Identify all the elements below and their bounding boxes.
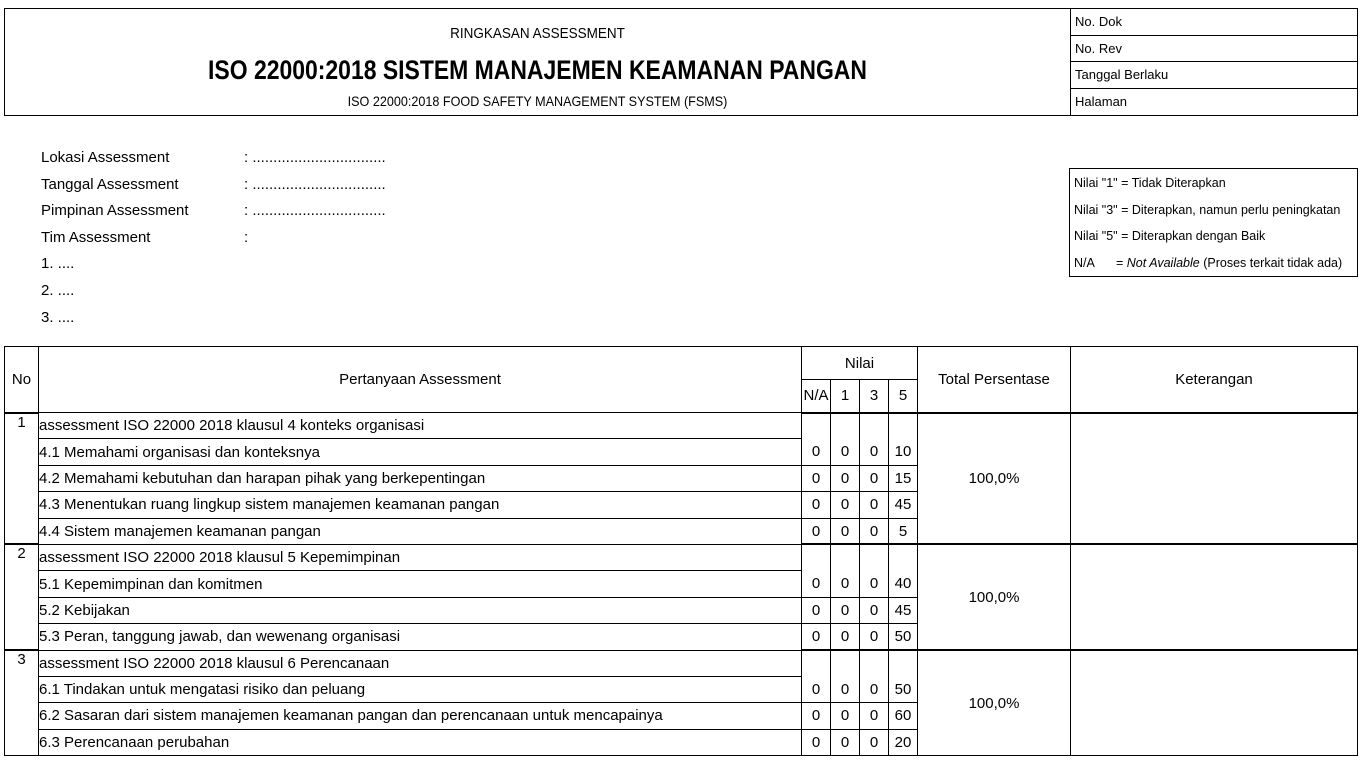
question-text: 6.2 Sasaran dari sistem manajemen keamanan pangan dan perencanaan untuk mencapainya (39, 703, 802, 729)
score-1[interactable]: 0 (831, 624, 860, 650)
info-label: Pimpinan Assessment (41, 202, 189, 220)
score-na[interactable]: 0 (802, 439, 831, 465)
col-header-question: Pertanyaan Assessment (39, 347, 802, 413)
info-row (41, 201, 386, 228)
section-number: 2 (5, 544, 39, 650)
info-row (41, 308, 386, 335)
assessment-info (41, 148, 386, 334)
score-na[interactable]: 0 (802, 729, 831, 755)
score-5[interactable]: 50 (889, 624, 918, 650)
header-subtitle: RINGKASAN ASSESSMENT (450, 25, 625, 42)
document-header (4, 8, 1358, 116)
info-value: : ................................ (244, 149, 386, 166)
score-3[interactable]: 0 (860, 571, 889, 597)
score-1[interactable]: 0 (831, 439, 860, 465)
total-percentage: 100,0% (918, 650, 1071, 756)
col-header-5: 5 (889, 380, 918, 413)
legend-row: Nilai "3" = Diterapkan, namun perlu peningkatan (1074, 202, 1341, 217)
score-na[interactable]: 0 (802, 518, 831, 544)
page-title: ISO 22000:2018 SISTEM MANAJEMEN KEAMANAN PANGAN (208, 55, 867, 85)
score-3[interactable]: 0 (860, 676, 889, 702)
question-text: 5.3 Peran, tanggung jawab, dan wewenang organisasi (39, 624, 802, 650)
info-value: : ................................ (244, 202, 386, 220)
score-5[interactable]: 10 (889, 439, 918, 465)
question-text: 4.1 Memahami organisasi dan konteksnya (39, 439, 802, 465)
col-header-1: 1 (831, 380, 860, 413)
table-row (5, 413, 1358, 439)
info-row (41, 281, 386, 308)
info-row (41, 254, 386, 281)
legend-row (1074, 253, 1357, 280)
score-5[interactable]: 60 (889, 703, 918, 729)
score-5[interactable]: 45 (889, 597, 918, 623)
meta-no-dok: No. Dok (1071, 9, 1357, 36)
score-1[interactable]: 0 (831, 729, 860, 755)
score-3[interactable]: 0 (860, 518, 889, 544)
table-row (5, 544, 1358, 570)
info-row (41, 148, 386, 175)
score-5[interactable]: 15 (889, 465, 918, 491)
question-text: 4.3 Menentukan ruang lingkup sistem manajemen keamanan pangan (39, 492, 802, 518)
info-label: Tim Assessment (41, 228, 151, 246)
legend-row: Nilai "5" = Diterapkan dengan Baik (1074, 229, 1266, 243)
score-na[interactable]: 0 (802, 703, 831, 729)
section-title: assessment ISO 22000 2018 klausul 5 Kepemimpinan (39, 544, 802, 570)
legend-na-key: N/A (1074, 255, 1095, 270)
question-text: 6.1 Tindakan untuk mengatasi risiko dan peluang (39, 676, 802, 702)
document-meta (1071, 9, 1357, 115)
team-member: 1. .... (41, 255, 75, 273)
section-title: assessment ISO 22000 2018 klausul 4 konteks organisasi (39, 413, 802, 439)
col-header-3: 3 (860, 380, 889, 413)
score-1[interactable]: 0 (831, 676, 860, 702)
score-na[interactable]: 0 (802, 492, 831, 518)
score-1[interactable]: 0 (831, 597, 860, 623)
legend-na-italic: Not Available (1126, 255, 1200, 270)
score-na[interactable]: 0 (802, 465, 831, 491)
score-1[interactable]: 0 (831, 492, 860, 518)
header-title-block (5, 9, 1071, 115)
legend-na-eq: = (1116, 255, 1127, 270)
section-number: 1 (5, 413, 39, 545)
keterangan-cell[interactable] (1071, 650, 1358, 756)
question-text: 4.2 Memahami kebutuhan dan harapan pihak yang berkepentingan (39, 465, 802, 491)
section-number: 3 (5, 650, 39, 756)
score-1[interactable]: 0 (831, 465, 860, 491)
col-header-no: No (5, 347, 39, 413)
score-1[interactable]: 0 (831, 518, 860, 544)
info-label: Tanggal Assessment (41, 175, 179, 193)
meta-tanggal-berlaku: Tanggal Berlaku (1071, 62, 1357, 89)
score-5[interactable]: 5 (889, 518, 918, 544)
meta-no-rev: No. Rev (1071, 36, 1357, 63)
score-1[interactable]: 0 (831, 703, 860, 729)
meta-halaman: Halaman (1075, 93, 1128, 109)
score-na[interactable]: 0 (802, 571, 831, 597)
score-3[interactable]: 0 (860, 465, 889, 491)
team-member: 3. .... (41, 308, 75, 326)
col-header-na: N/A (802, 380, 831, 413)
score-na[interactable]: 0 (802, 597, 831, 623)
score-3[interactable]: 0 (860, 597, 889, 623)
info-row (41, 175, 386, 202)
col-header-nilai: Nilai (802, 347, 918, 380)
score-3[interactable]: 0 (860, 729, 889, 755)
header-english-title: ISO 22000:2018 FOOD SAFETY MANAGEMENT SYSTEM (FSMS) (347, 93, 728, 109)
info-label: Lokasi Assessment (41, 149, 170, 166)
score-5[interactable]: 40 (889, 571, 918, 597)
score-5[interactable]: 20 (889, 729, 918, 755)
score-na[interactable]: 0 (802, 676, 831, 702)
question-text: 5.2 Kebijakan (39, 597, 802, 623)
table-row (5, 650, 1358, 676)
legend-na-rest: (Proses terkait tidak ada) (1199, 255, 1343, 270)
team-member: 2. .... (41, 281, 75, 299)
score-3[interactable]: 0 (860, 439, 889, 465)
info-value: : ................................ (244, 175, 386, 193)
score-legend (1069, 168, 1358, 277)
score-1[interactable]: 0 (831, 571, 860, 597)
col-header-keterangan: Keterangan (1071, 347, 1358, 413)
col-header-total: Total Persentase (918, 347, 1071, 413)
assessment-table (4, 346, 1358, 756)
score-5[interactable]: 50 (889, 676, 918, 702)
question-text: 4.4 Sistem manajemen keamanan pangan (39, 518, 802, 544)
total-percentage: 100,0% (918, 544, 1071, 650)
info-value: : (244, 228, 249, 246)
total-percentage: 100,0% (918, 413, 1071, 545)
score-5[interactable]: 45 (889, 492, 918, 518)
section-title: assessment ISO 22000 2018 klausul 6 Perencanaan (39, 650, 802, 676)
keterangan-cell[interactable] (1071, 413, 1358, 545)
score-3[interactable]: 0 (860, 624, 889, 650)
question-text: 5.1 Kepemimpinan dan komitmen (39, 571, 802, 597)
score-na[interactable]: 0 (802, 624, 831, 650)
score-3[interactable]: 0 (860, 703, 889, 729)
keterangan-cell[interactable] (1071, 544, 1358, 650)
info-row (41, 228, 386, 255)
question-text: 6.3 Perencanaan perubahan (39, 729, 802, 755)
score-3[interactable]: 0 (860, 492, 889, 518)
legend-row: Nilai "1" = Tidak Diterapkan (1074, 176, 1226, 190)
